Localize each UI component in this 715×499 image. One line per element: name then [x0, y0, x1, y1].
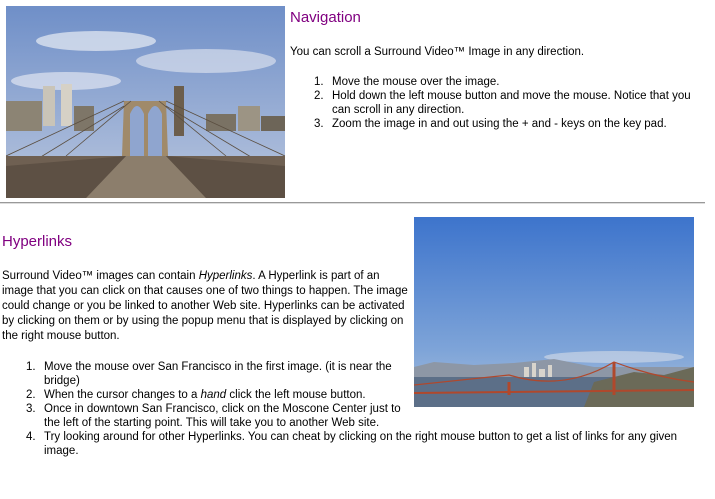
hyperlinks-intro [2, 269, 412, 344]
intro-text: . A Hyperlink is part of an image that you can click on that causes one of two things to happen. The image could change or you be linked to another Web site. Hyperlinks can be activated by clicking on them or by using the popup menu that is displayed by clicking on the right mouse button. [2, 270, 408, 342]
step-text: Move the mouse over San Francisco in the first image. (it is near the bridge) [44, 361, 392, 387]
hyperlinks-heading: Hyperlinks [2, 233, 73, 250]
intro-emphasis: Hyperlinks [198, 270, 253, 282]
step-text: click the left mouse button. [226, 389, 366, 401]
list-item [2, 360, 414, 388]
navigation-steps-list [290, 75, 710, 131]
section-divider [0, 202, 705, 204]
list-item [2, 388, 414, 402]
step-number: 3. [26, 403, 36, 415]
intro-text: Surround Video™ images can contain [2, 270, 199, 282]
list-item [290, 117, 710, 131]
step-number: 1. [26, 361, 36, 373]
step-text: Move the mouse over the image. [332, 76, 500, 88]
step-number: 1. [314, 76, 324, 88]
step-text: Hold down the left mouse button and move the mouse. Notice that you can scroll in any direction. [332, 90, 691, 116]
list-item [290, 89, 710, 117]
step-text: Try looking around for other Hyperlinks. You can cheat by clicking on the right mouse button to get a list of links for any given image. [44, 431, 678, 457]
list-item [2, 430, 702, 458]
list-item [290, 75, 710, 89]
step-text: When the cursor changes to a [44, 389, 201, 401]
step-emphasis: hand [200, 389, 227, 401]
hyperlinks-steps-list [2, 360, 702, 458]
brooklyn-bridge-image[interactable] [6, 6, 285, 198]
step-number: 2. [314, 90, 324, 102]
step-text: Zoom the image in and out using the + and - keys on the key pad. [332, 118, 667, 130]
step-number: 3. [314, 118, 324, 130]
navigation-heading: Navigation [290, 9, 361, 26]
list-item [2, 402, 414, 430]
step-text: Once in downtown San Francisco, click on the Moscone Center just to the left of the starting point. This will take you to another Web site. [44, 403, 401, 429]
step-number: 4. [26, 431, 36, 443]
navigation-intro: You can scroll a Surround Video™ Image in any direction. [290, 46, 585, 58]
step-number: 2. [26, 389, 36, 401]
